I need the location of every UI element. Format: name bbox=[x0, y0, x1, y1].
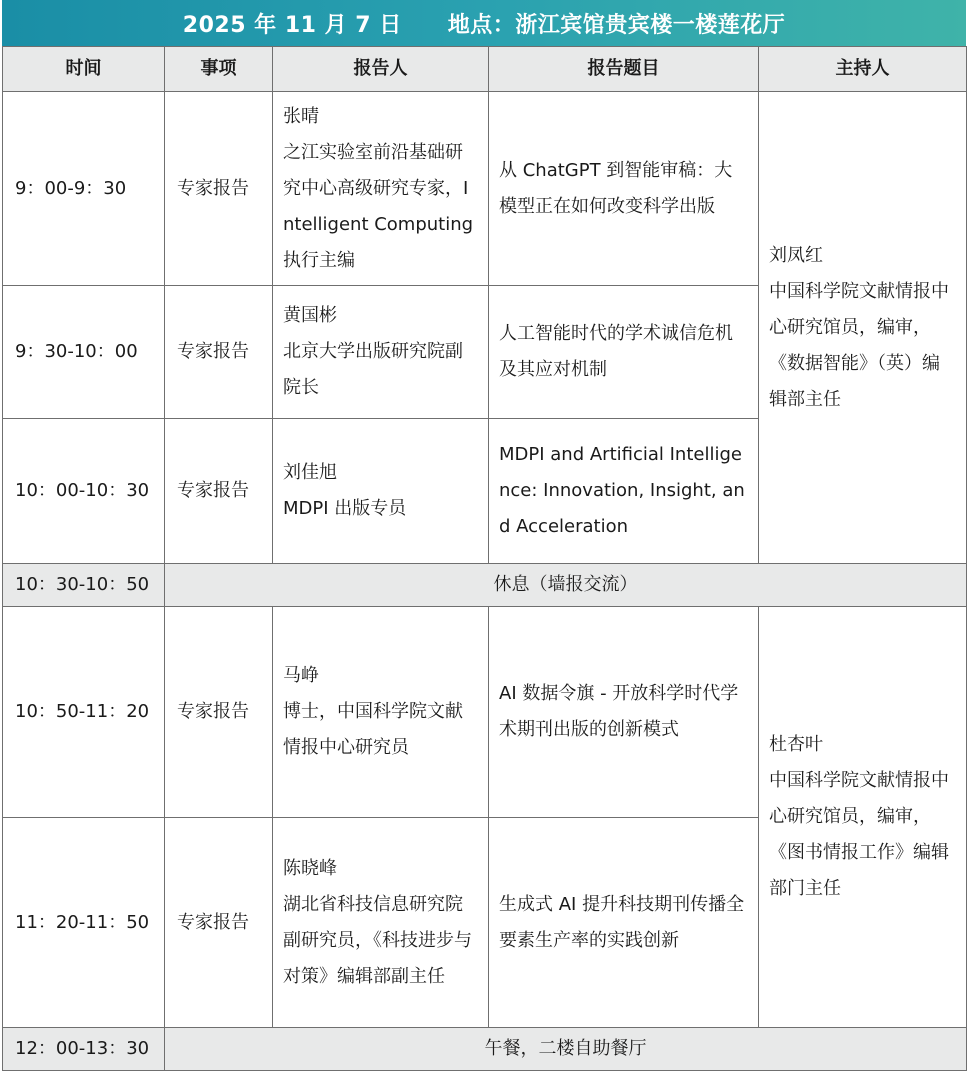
topic-cell: MDPI and Artificial Intelligence: Innovation, Insight, and Acceleration bbox=[489, 419, 759, 564]
speaker-title: 之江实验室前沿基础研究中心高级研究专家，Intelligent Computing 执行主编 bbox=[283, 141, 474, 271]
item-cell: 专家报告 bbox=[165, 818, 273, 1028]
table-header-row bbox=[3, 47, 967, 92]
speaker-title: 北京大学出版研究院副院长 bbox=[283, 341, 463, 398]
speaker-name: 马峥 bbox=[283, 665, 319, 686]
speaker-cell bbox=[273, 607, 489, 818]
topic-cell: AI 数据令旗 - 开放科学时代学术期刊出版的创新模式 bbox=[489, 607, 759, 818]
header-topic: 报告题目 bbox=[489, 47, 759, 92]
speaker-cell bbox=[273, 818, 489, 1028]
speaker-name: 黄国彬 bbox=[283, 305, 337, 326]
schedule-table bbox=[2, 46, 967, 1071]
item-cell: 专家报告 bbox=[165, 607, 273, 818]
speaker-name: 张晴 bbox=[283, 105, 319, 127]
speaker-title: 博士，中国科学院文献情报中心研究员 bbox=[283, 701, 463, 758]
topic-cell: 人工智能时代的学术诚信危机及其应对机制 bbox=[489, 286, 759, 419]
time-cell: 9：00-9：30 bbox=[3, 92, 165, 286]
break-cell: 午餐，二楼自助餐厅 bbox=[165, 1028, 967, 1071]
banner-date: 2025 年 11 月 7 日 bbox=[182, 12, 402, 38]
topic-cell: 生成式 AI 提升科技期刊传播全要素生产率的实践创新 bbox=[489, 818, 759, 1028]
header-host: 主持人 bbox=[759, 47, 967, 92]
speaker-name: 陈晓峰 bbox=[283, 857, 337, 879]
table-row bbox=[3, 92, 967, 286]
speaker-cell bbox=[273, 286, 489, 419]
speaker-cell bbox=[273, 419, 489, 564]
host-name: 刘凤红 bbox=[769, 244, 823, 266]
table-row bbox=[3, 607, 967, 818]
break-row bbox=[3, 564, 967, 607]
item-cell: 专家报告 bbox=[165, 286, 273, 419]
time-cell: 12：00-13：30 bbox=[3, 1028, 165, 1071]
time-cell: 9：30-10：00 bbox=[3, 286, 165, 419]
host-name: 杜杏叶 bbox=[769, 734, 823, 755]
break-cell: 休息（墙报交流） bbox=[165, 564, 967, 607]
time-cell: 10：30-10：50 bbox=[3, 564, 165, 607]
header-time: 时间 bbox=[3, 47, 165, 92]
item-cell: 专家报告 bbox=[165, 92, 273, 286]
time-cell: 10：00-10：30 bbox=[3, 419, 165, 564]
header-item: 事项 bbox=[165, 47, 273, 92]
speaker-cell bbox=[273, 92, 489, 286]
schedule-banner bbox=[2, 0, 966, 46]
speaker-title: 湖北省科技信息研究院副研究员，《科技进步与对策》编辑部副主任 bbox=[283, 893, 472, 987]
topic-cell: 从 ChatGPT 到智能审稿：大模型正在如何改变科学出版 bbox=[489, 92, 759, 286]
speaker-name: 刘佳旭 bbox=[283, 462, 337, 483]
banner-location: 地点：浙江宾馆贵宾楼一楼莲花厅 bbox=[447, 12, 786, 38]
host-title: 中国科学院文献情报中心研究馆员，编审，《数据智能》（英）编辑部主任 bbox=[769, 280, 949, 410]
time-cell: 11：20-11：50 bbox=[3, 818, 165, 1028]
speaker-title: MDPI 出版专员 bbox=[283, 498, 407, 519]
break-row bbox=[3, 1028, 967, 1071]
header-speaker: 报告人 bbox=[273, 47, 489, 92]
host-title: 中国科学院文献情报中心研究馆员，编审，《图书情报工作》编辑部门主任 bbox=[769, 770, 949, 899]
time-cell: 10：50-11：20 bbox=[3, 607, 165, 818]
item-cell: 专家报告 bbox=[165, 419, 273, 564]
host-cell bbox=[759, 607, 967, 1028]
host-cell bbox=[759, 92, 967, 564]
